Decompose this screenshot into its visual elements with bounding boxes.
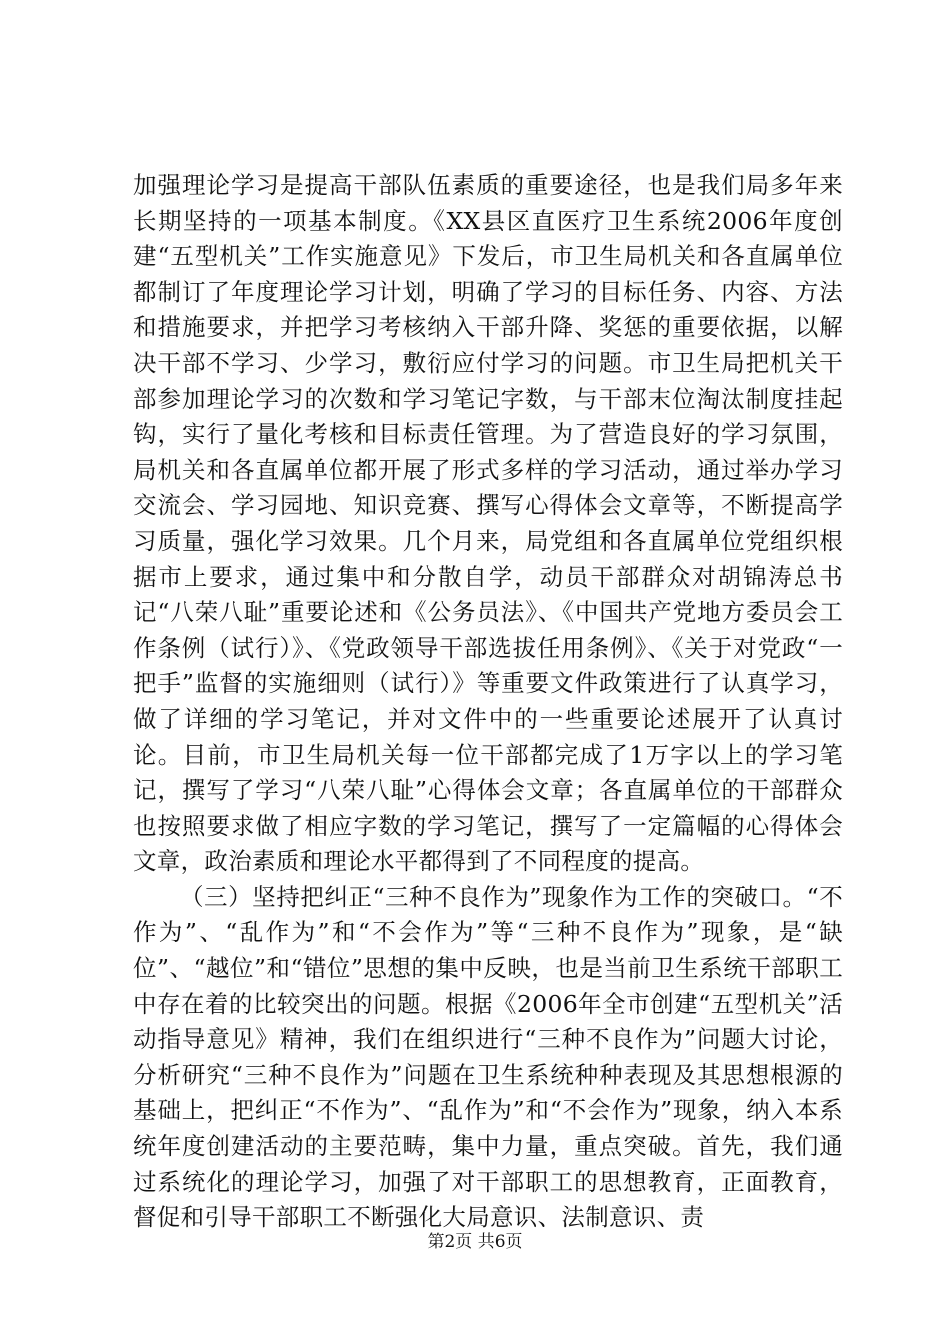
paragraph-theory-study: 加强理论学习是提高干部队伍素质的重要途径，也是我们局多年来长期坚持的一项基本制度。《XX县区直医疗卫生系统2006年度创建“五型机关”工作实施意见》下发后，市卫生局机关和各直属单位都制订了年度理论学习计划，明确了学习的目标任务、内容、方法和措施要求，并把学习考核纳入干部升降、奖惩的重要依据，以解决干部不学习、少学习，敷衍应付学习的问题。市卫生局把机关干部参加理论学习的次数和学习笔记字数，与干部末位淘汰制度挂起钩，实行了量化考核和目标责任管理。为了营造良好的学习氛围，局机关和各直属单位都开展了形式多样的学习活动，通过举办学习交流会、学习园地、知识竞赛、撰写心得体会文章等，不断提高学习质量，强化学习效果。几个月来，局党组和各直属单位党组织根据市上要求，通过集中和分散自学，动员干部群众对胡锦涛总书记“八荣八耻”重要论述和《公务员法》、《中国共产党地方委员会工作条例（试行）》、《党政领导干部选拔任用条例》、《关于对党政“一把手”监督的实施细则（试行）》等重要文件政策进行了认真学习，做了详细的学习笔记，并对文件中的一些重要论述展开了认真讨论。目前，市卫生局机关每一位干部都完成了1万字以上的学习笔记，撰写了学习“八荣八耻”心得体会文章；各直属单位的干部群众也按照要求做了相应字数的学习笔记，撰写了一定篇幅的心得体会文章，政治素质和理论水平都得到了不同程度的提高。: [133, 171, 843, 876]
page-number-footer: 第2页 共6页: [427, 1232, 523, 1252]
paragraph-three-bad-behaviors: （三）坚持把纠正“三种不良作为”现象作为工作的突破口。“不作为”、“乱作为”和“不会作为”等“三种不良作为”现象，是“缺位”、“越位”和“错位”思想的集中反映，也是当前卫生系统干部职工中存在着的比较突出的问题。根据《2006年全市创建“五型机关”活动指导意见》精神，我们在组织进行“三种不良作为”问题大讨论，分析研究“三种不良作为”问题在卫生系统种种表现及其思想根源的基础上，把纠正“不作为”、“乱作为”和“不会作为”现象，纳入本系统年度创建活动的主要范畴，集中力量，重点突破。首先，我们通过系统化的理论学习，加强了对干部职工的思想教育，正面教育，督促和引导干部职工不断强化大局意识、法制意识、责: [133, 882, 843, 1232]
document-body: [133, 168, 843, 1236]
